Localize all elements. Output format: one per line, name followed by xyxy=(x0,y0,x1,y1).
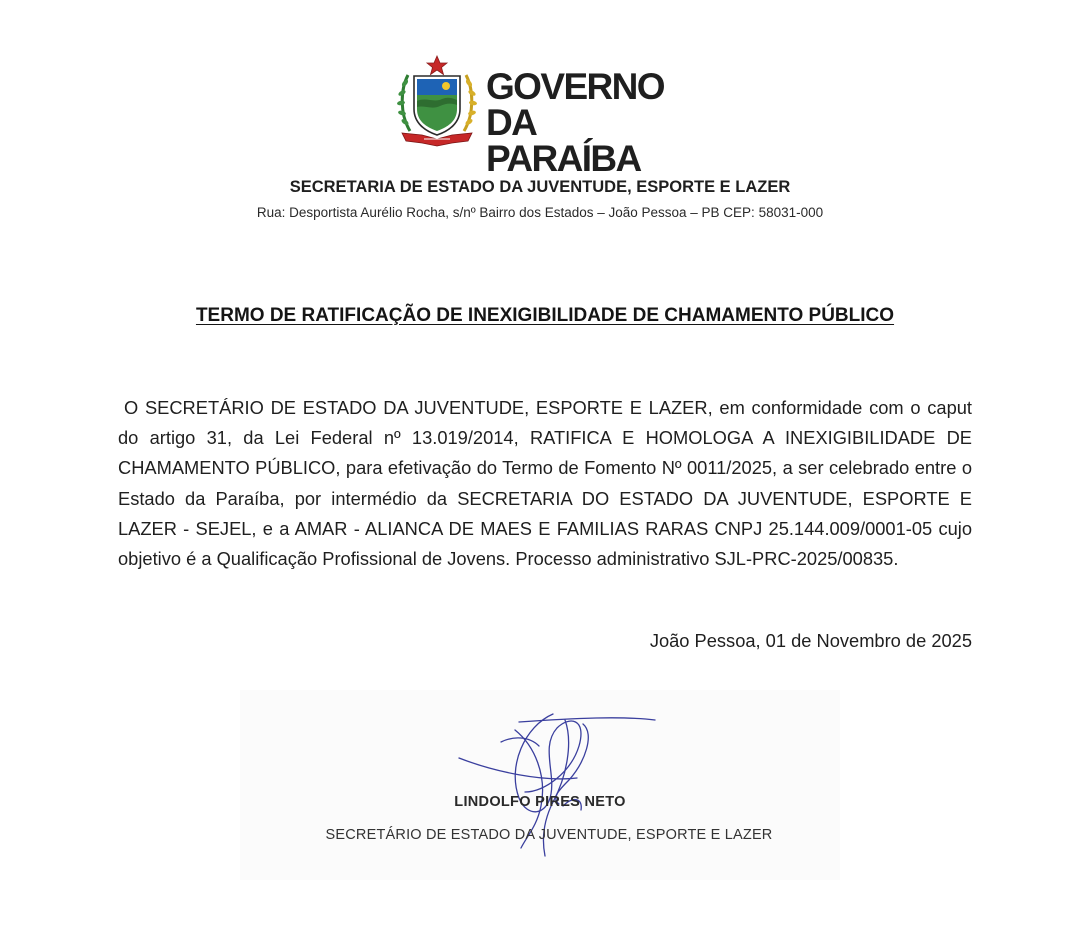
body-paragraph: O SECRETÁRIO DE ESTADO DA JUVENTUDE, ESPORTE E LAZER, em conformidade com o caput do artigo 31, da Lei Federal nº 13.019/2014, RATIFICA E HOMOLOGA A INEXIGIBILIDADE DE CHAMAMENTO PÚBLICO, para efetivação do Termo de Fomento Nº 0011/2025, a ser celebrado entre o Estado da Paraíba, por intermédio da SECRETARIA DO ESTADO DA JUVENTUDE, ESPORTE E LAZER - SEJEL, e a AMAR - ALIANCA DE MAES E FAMILIAS RARAS CNPJ 25.144.009/0001-05 cujo objetivo é a Qualificação Profissional de Jovens. Processo administrativo SJL-PRC-2025/00835. xyxy=(118,397,972,570)
signer-role: SECRETÁRIO DE ESTADO DA JUVENTUDE, ESPORTE E LAZER xyxy=(325,827,773,843)
logo-line-paraiba: DA PARAÍBA xyxy=(486,102,641,179)
document-body xyxy=(118,393,972,574)
secretaria-heading: SECRETARIA DE ESTADO DA JUVENTUDE, ESPORTE E LAZER xyxy=(289,178,791,196)
paraiba-coat-of-arms-icon xyxy=(394,55,480,147)
signer-name: LINDOLFO PIRES NETO xyxy=(454,794,626,810)
secretaria-address: Rua: Desportista Aurélio Rocha, s/nº Bairro dos Estados – João Pessoa – PB CEP: 58031-000 xyxy=(256,205,824,220)
logo-wordmark xyxy=(486,66,684,179)
government-logo xyxy=(394,55,684,179)
document-date: João Pessoa, 01 de Novembro de 2025 xyxy=(649,630,972,651)
document-title: TERMO DE RATIFICAÇÃO DE INEXIGIBILIDADE DE CHAMAMENTO PÚBLICO xyxy=(195,305,895,326)
logo-line-governo: GOVERNO xyxy=(486,66,664,107)
